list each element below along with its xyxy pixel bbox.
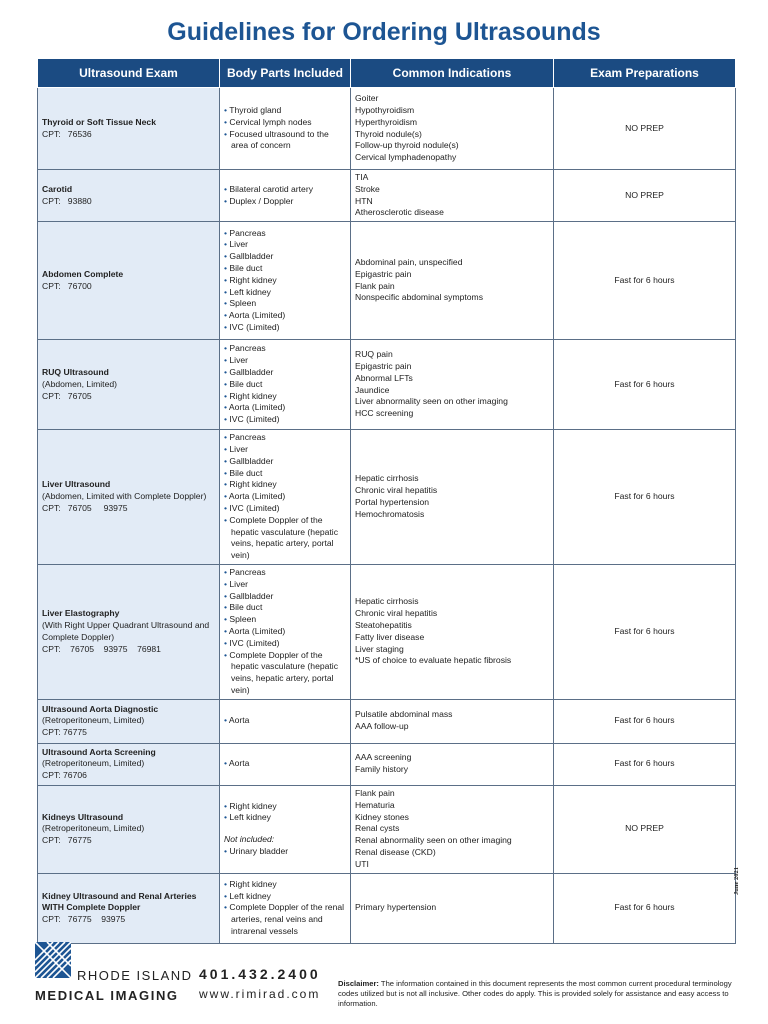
list-item [224,715,346,727]
exam-name: Abdomen Complete [42,268,124,279]
bullet-dot-icon: • [224,602,230,613]
indications-cell [351,170,554,222]
indication-item: Liver abnormality seen on other imaging [355,396,508,407]
indication-item: Nonspecific abdominal symptoms [355,292,484,303]
preparation-cell: Fast for 6 hours [554,699,736,743]
exam-name: Liver Ultrasound [42,479,111,490]
exam-cell [38,699,220,743]
list-item [224,251,346,263]
indication-item: Hyperthyroidism [355,116,418,127]
exam-name: Kidneys Ultrasound [42,811,124,822]
list-item [224,902,346,937]
list-item [224,626,346,638]
list-item [224,879,346,891]
list-item [224,758,346,770]
list-item [224,567,346,579]
list-item [224,456,346,468]
list-item [224,468,346,480]
exam-cpt-codes: CPT: 76705 [42,390,92,401]
body-part-text: Aorta (Limited) [228,402,286,413]
bullet-dot-icon: • [224,812,230,823]
list-item [224,515,346,562]
body-part-text: Bile duct [229,467,263,478]
body-parts-cell [220,743,351,785]
brand-medical-imaging: MEDICAL IMAGING [35,988,179,1003]
indication-item: Abdominal pain, unspecified [355,257,463,268]
body-part-text: Pancreas [229,343,266,354]
spacer [224,824,346,834]
exam-cell [38,564,220,699]
list-item [224,263,346,275]
disclaimer-text: The information contained in this document represents the most common current procedural terminology codes utilized but is not all inclusive. Other codes do apply. This is provided solely for assistance and easy access to information. [338,979,732,1008]
preparation-cell: Fast for 6 hours [554,430,736,565]
table-row [38,88,736,170]
body-parts-cell [220,785,351,873]
list-item [224,105,346,117]
indications-cell [351,430,554,565]
indication-item: Hepatic cirrhosis [355,596,419,607]
body-part-text: Gallbladder [229,455,274,466]
indication-item: Pulsatile abdominal mass [355,709,453,720]
list-item [224,129,346,153]
bullet-dot-icon: • [224,443,230,454]
indication-item: Epigastric pain [355,361,412,372]
bullet-dot-icon: • [224,514,230,525]
indication-item: Jaundice [355,384,390,395]
body-part-text: Bile duct [229,262,263,273]
bullet-dot-icon: • [224,758,229,769]
indication-item: Chronic viral hepatitis [355,608,438,619]
body-part-text: IVC (Limited) [229,414,280,425]
bullet-dot-icon: • [224,902,230,913]
bullet-dot-icon: • [224,878,230,889]
table-row [38,873,736,943]
bullet-dot-icon: • [224,298,230,309]
preparation-cell: NO PREP [554,785,736,873]
table-row [38,699,736,743]
body-part-text: Right kidney [229,479,277,490]
body-part-text: IVC (Limited) [229,637,280,648]
table-row [38,430,736,565]
body-part-text: Aorta [228,758,250,769]
table-body [38,88,736,944]
list-item [224,391,346,403]
indications-cell [351,340,554,430]
col-header-indications: Common Indications [351,59,554,88]
indication-item: Fatty liver disease [355,631,425,642]
list-item [224,491,346,503]
table-row [38,170,736,222]
bullet-dot-icon: • [224,366,230,377]
preparation-cell: NO PREP [554,88,736,170]
indication-item: Liver staging [355,643,404,654]
list-item [224,801,346,813]
indication-item: Flank pain [355,787,395,798]
bullet-dot-icon: • [224,195,230,206]
exam-subtitle: (Abdomen, Limited) [42,378,117,389]
indications-cell [351,785,554,873]
indication-item: Hypothyroidism [355,104,415,115]
indication-item: UTI [355,858,369,869]
brand-rhode-island: RHODE ISLAND [77,968,193,983]
exam-cpt-codes: CPT: 76700 [42,280,92,291]
phone-number: 401.432.2400 [199,966,321,982]
body-parts-list [224,343,346,426]
list-item [224,432,346,444]
body-part-text: Left kidney [229,286,271,297]
indication-item: Kidney stones [355,811,409,822]
indication-item: Renal disease (CKD) [355,846,436,857]
list-item [224,275,346,287]
body-part-text: Left kidney [229,890,271,901]
exam-name: Kidney Ultrasound and Renal Arteries WITH Complete Doppler [42,890,197,913]
preparation-cell: NO PREP [554,170,736,222]
bullet-dot-icon: • [224,262,230,273]
list-item [224,355,346,367]
body-parts-cell [220,222,351,340]
bullet-dot-icon: • [224,355,230,366]
exam-cell [38,170,220,222]
list-item [224,846,346,858]
bullet-dot-icon: • [224,614,230,625]
indication-item: Primary hypertension [355,902,437,913]
indications-cell [351,564,554,699]
page-title: Guidelines for Ordering Ultrasounds [167,18,601,46]
body-part-text: Gallbladder [229,251,274,262]
list-item [224,343,346,355]
body-parts-cell [220,430,351,565]
body-part-text: Aorta (Limited) [228,310,286,321]
exam-subtitle: (Retroperitoneum, Limited) [42,823,145,834]
preparation-cell: Fast for 6 hours [554,564,736,699]
exam-subtitle: (Retroperitoneum, Limited) [42,758,145,769]
indication-item: Cervical lymphadenopathy [355,152,457,163]
disclaimer [338,979,748,1009]
bullet-dot-icon: • [224,566,230,577]
exam-cell [38,743,220,785]
exam-cell [38,430,220,565]
bullet-dot-icon: • [224,800,230,811]
list-item [224,579,346,591]
table-row [38,340,736,430]
exam-cpt-codes: CPT: 76706 [42,770,87,781]
body-part-text: Aorta (Limited) [228,625,286,636]
list-item [224,650,346,697]
disclaimer-label: Disclaimer: [338,979,379,988]
exam-name: Liver Elastography [42,608,120,619]
indications-cell [351,699,554,743]
preparation-cell: Fast for 6 hours [554,222,736,340]
body-part-text: Bile duct [229,602,263,613]
body-part-text: Complete Doppler of the hepatic vasculature (hepatic veins, hepatic artery, portal vein) [229,514,339,561]
bullet-dot-icon: • [224,227,230,238]
bullet-dot-icon: • [224,183,230,194]
indication-item: *US of choice to evaluate hepatic fibrosis [355,655,512,666]
body-part-text: Spleen [229,298,257,309]
exam-cpt-codes: CPT: 76775 [42,727,87,738]
table-header-row [38,59,736,88]
indication-item: HCC screening [355,408,414,419]
bullet-dot-icon: • [224,479,230,490]
table-row [38,564,736,699]
body-parts-list [224,879,346,938]
body-parts-list [224,758,346,770]
body-part-text: Cervical lymph nodes [229,116,312,127]
list-item [224,379,346,391]
indication-item: Hematuria [355,799,395,810]
bullet-dot-icon: • [224,625,229,636]
exam-subtitle: (Abdomen, Limited with Complete Doppler) [42,491,207,502]
rimi-logo-icon [35,942,71,978]
bullet-dot-icon: • [224,128,230,139]
body-part-text: Right kidney [229,800,277,811]
bullet-dot-icon: • [224,432,230,443]
body-part-text: Complete Doppler of the renal arteries, renal veins and intrarenal vessels [229,902,345,936]
exam-name: Ultrasound Aorta Screening [42,746,156,757]
indications-cell [351,222,554,340]
body-parts-cell [220,340,351,430]
exam-subtitle: (Retroperitoneum, Limited) [42,715,145,726]
body-part-text: Focused ultrasound to the area of concern [229,128,329,151]
bullet-dot-icon: • [224,274,230,285]
guidelines-table [37,58,736,944]
body-part-text: IVC (Limited) [229,321,280,332]
indication-item: TIA [355,172,369,182]
indication-item: Chronic viral hepatitis [355,485,438,496]
indication-item: Family history [355,764,409,775]
bullet-dot-icon: • [224,455,230,466]
list-item [224,444,346,456]
exam-cpt-codes: CPT: 76775 93975 [42,914,126,925]
list-item [224,479,346,491]
list-item [224,638,346,650]
indication-item: Portal hypertension [355,497,430,508]
bullet-dot-icon: • [224,715,229,726]
bullet-dot-icon: • [224,414,230,425]
indication-item: Epigastric pain [355,268,412,279]
guidelines-table-wrap [37,58,735,944]
body-parts-cell [220,699,351,743]
body-part-text: Right kidney [229,390,277,401]
indications-cell [351,88,554,170]
bullet-dot-icon: • [224,578,230,589]
body-part-text: Urinary bladder [229,846,289,857]
exam-cpt-codes: CPT: 76705 93975 76981 [42,643,161,654]
list-item [224,602,346,614]
body-part-text: Duplex / Doppler [229,195,294,206]
body-part-text: Liver [229,239,249,250]
exam-name: RUQ Ultrasound [42,366,109,377]
list-item [224,322,346,334]
preparation-cell: Fast for 6 hours [554,873,736,943]
not-included-label: Not included: [224,834,275,845]
indication-item: Abnormal LFTs [355,372,413,383]
exam-cell [38,873,220,943]
exam-cpt-codes: CPT: 76705 93975 [42,502,128,513]
col-header-body-parts: Body Parts Included [220,59,351,88]
body-part-text: Pancreas [229,227,266,238]
bullet-dot-icon: • [224,251,230,262]
body-parts-cell [220,873,351,943]
indication-item: Follow-up thyroid nodule(s) [355,140,459,151]
body-part-text: Liver [229,355,249,366]
body-part-text: IVC (Limited) [229,502,280,513]
body-parts-cell [220,88,351,170]
body-parts-cell [220,564,351,699]
body-parts-list [224,184,346,208]
body-part-text: Complete Doppler of the hepatic vasculature (hepatic veins, hepatic artery, portal vein) [229,649,339,695]
indication-item: Atherosclerotic disease [355,207,444,218]
list-item [224,310,346,322]
body-part-text: Bilateral carotid artery [229,183,313,194]
col-header-preparations: Exam Preparations [554,59,736,88]
body-part-text: Liver [229,578,249,589]
body-part-text: Aorta [228,715,250,726]
body-part-text: Left kidney [229,812,271,823]
table-row [38,785,736,873]
col-header-exam: Ultrasound Exam [38,59,220,88]
list-item [224,812,346,824]
body-part-text: Bile duct [229,378,263,389]
exam-cell [38,785,220,873]
exam-name: Thyroid or Soft Tissue Neck [42,116,156,127]
revision-date: June 2021 [733,867,740,895]
indication-item: Hemochromatosis [355,508,425,519]
body-parts-list [224,567,346,697]
indication-item: AAA screening [355,752,412,763]
indication-item: Hepatic cirrhosis [355,473,419,484]
body-parts-cell [220,170,351,222]
bullet-dot-icon: • [224,402,229,413]
list-item [224,367,346,379]
exam-cpt-codes: CPT: 76536 [42,128,92,139]
exam-subtitle: (With Right Upper Quadrant Ultrasound and Complete Doppler) [42,620,210,642]
preparation-cell: Fast for 6 hours [554,743,736,785]
body-parts-list [224,228,346,334]
indication-item: Renal abnormality seen on other imaging [355,835,512,846]
bullet-dot-icon: • [224,378,230,389]
exam-cpt-codes: CPT: 76775 [42,835,92,846]
list-item [224,298,346,310]
indication-item: Flank pain [355,280,395,291]
list-item [224,228,346,240]
body-part-text: Thyroid gland [229,104,282,115]
body-parts-list [224,801,346,825]
bullet-dot-icon: • [224,590,230,601]
list-item [224,196,346,208]
indication-item: RUQ pain [355,349,393,360]
table-row [38,743,736,785]
bullet-dot-icon: • [224,491,229,502]
bullet-dot-icon: • [224,467,230,478]
website-link[interactable]: www.rimirad.com [199,987,321,1001]
indications-cell [351,873,554,943]
body-part-text: Right kidney [229,274,277,285]
bullet-dot-icon: • [224,390,230,401]
bullet-dot-icon: • [224,239,230,250]
body-part-text: Spleen [229,614,257,625]
bullet-dot-icon: • [224,310,229,321]
bullet-dot-icon: • [224,343,230,354]
indication-item: HTN [355,195,373,206]
body-part-text: Gallbladder [229,366,274,377]
bullet-dot-icon: • [224,286,230,297]
bullet-dot-icon: • [224,116,230,127]
indication-item: Renal cysts [355,823,400,834]
exam-name: Ultrasound Aorta Diagnostic [42,703,159,714]
body-part-text: Pancreas [229,432,266,443]
body-part-text: Gallbladder [229,590,274,601]
indication-item: Steatohepatitis [355,620,412,631]
exam-cpt-codes: CPT: 93880 [42,195,92,206]
exam-cell [38,88,220,170]
preparation-cell: Fast for 6 hours [554,340,736,430]
bullet-dot-icon: • [224,321,230,332]
indication-item: Stroke [355,183,380,194]
not-included-list [224,846,346,858]
indication-item: Goiter [355,93,379,104]
body-part-text: Right kidney [229,878,277,889]
exam-cell [38,222,220,340]
body-part-text: Liver [229,443,249,454]
bullet-dot-icon: • [224,846,230,857]
list-item [224,239,346,251]
exam-cell [38,340,220,430]
footer-brand [35,942,335,1002]
bullet-dot-icon: • [224,502,230,513]
body-parts-list [224,105,346,152]
exam-name: Carotid [42,183,73,194]
table-row [38,222,736,340]
body-part-text: Pancreas [229,566,266,577]
bullet-dot-icon: • [224,104,230,115]
list-item [224,402,346,414]
list-item [224,117,346,129]
list-item [224,503,346,515]
list-item [224,287,346,299]
list-item [224,614,346,626]
body-part-text: Aorta (Limited) [228,491,286,502]
indications-cell [351,743,554,785]
list-item [224,414,346,426]
list-item [224,891,346,903]
body-parts-list [224,432,346,562]
indication-item: Thyroid nodule(s) [355,128,422,139]
list-item [224,184,346,196]
body-parts-list [224,715,346,727]
indication-item: AAA follow-up [355,721,409,732]
bullet-dot-icon: • [224,637,230,648]
bullet-dot-icon: • [224,649,230,660]
bullet-dot-icon: • [224,890,230,901]
list-item [224,591,346,603]
